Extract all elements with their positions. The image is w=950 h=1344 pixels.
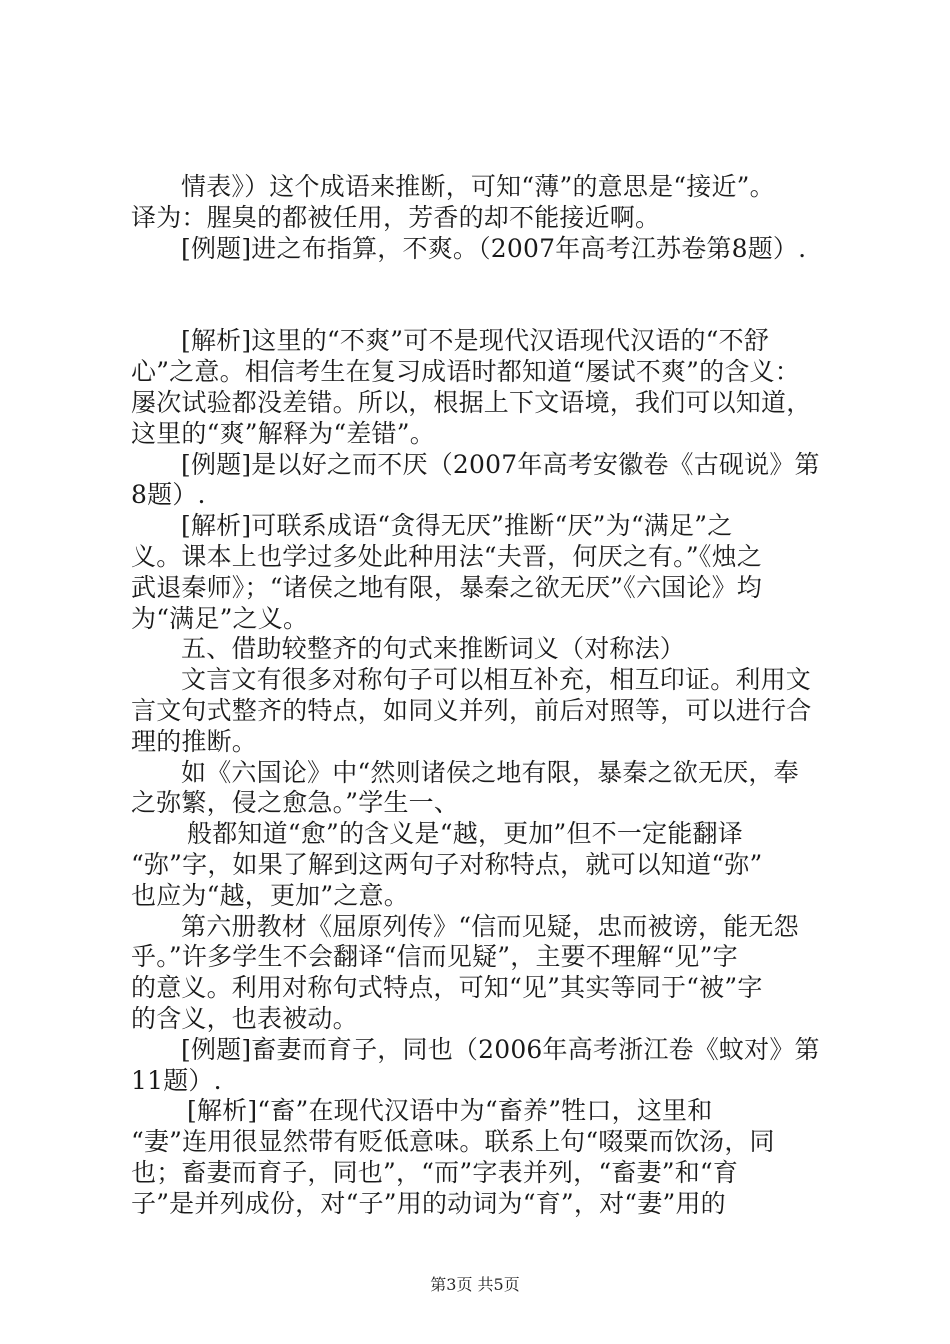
text-line: 译为：腥臭的都被任用，芳香的却不能接近啊。: [131, 202, 661, 232]
text-line: 也应为“越，更加”之意。: [131, 880, 409, 910]
text-line: [解析]可联系成语“贪得无厌”推断“厌”为“满足”之: [181, 511, 733, 541]
text-line: 8题）.: [131, 480, 206, 510]
text-line: 武退秦师》；“诸侯之地有限，暴秦之欲无厌”《六国论》均: [131, 572, 762, 602]
text-line: 文言文有很多对称句子可以相互补充，相互印证。利用文: [181, 665, 812, 695]
text-line: 的意义。利用对称句式特点，可知“见”其实等同于“被”字: [131, 973, 763, 1003]
text-line: [例题]畜妻而育子，同也（2006年高考浙江卷《蚊对》第: [181, 1034, 820, 1064]
text-line: [解析]“畜”在现代汉语中为“畜养”牲口，这里和: [187, 1096, 713, 1126]
text-line: 11题）.: [131, 1065, 222, 1095]
text-line: 这里的“爽”解释为“差错”。: [131, 418, 435, 448]
text-line: 也；畜妻而育子，同也”，“而”字表并列，“畜妻”和“育: [131, 1157, 739, 1187]
text-line: [例题]是以好之而不厌（2007年高考安徽卷《古砚说》第: [181, 449, 820, 479]
text-line: 义。课本上也学过多处此种用法“夫晋，何厌之有。”《烛之: [131, 541, 762, 571]
text-line: 第六册教材《屈原列传》“信而见疑，忠而被谤，能无怨: [181, 911, 799, 941]
text-line: 乎。”许多学生不会翻译“信而见疑”，主要不理解“见”字: [131, 942, 738, 972]
text-line: “妻”连用很显然带有贬低意味。联系上句“啜粟而饮汤，同: [131, 1127, 775, 1157]
paragraph-gap: [131, 264, 831, 326]
text-line: “弥”字，如果了解到这两句子对称特点，就可以知道“弥”: [131, 849, 763, 879]
text-line: 为“满足”之义。: [131, 603, 309, 633]
text-line: 般都知道“愈”的含义是“越，更加”但不一定能翻译: [187, 819, 743, 849]
text-line: 子”是并列成份，对“子”用的动词为“育”，对“妻”用的: [131, 1188, 726, 1218]
text-line: 心”之意。相信考生在复习成语时都知道“屡试不爽”的含义：: [131, 357, 800, 387]
section-heading: 五、借助较整齐的句式来推断词义（对称法）: [181, 634, 686, 664]
text-line: 如《六国论》中“然则诸侯之地有限，暴秦之欲无厌，奉: [181, 757, 799, 787]
text-line: 屡次试验都没差错。所以，根据上下文语境，我们可以知道，: [131, 387, 812, 417]
text-line: 言文句式整齐的特点，如同义并列，前后对照等，可以进行合: [131, 695, 812, 725]
text-line: 理的推断。: [131, 726, 258, 756]
page-number: 第3页 共5页: [430, 1275, 520, 1294]
text-line: 情表》）这个成语来推断，可知“薄”的意思是“接近”。: [181, 172, 775, 201]
text-line: [例题]进之布指算，不爽。（2007年高考江苏卷第8题）.: [181, 233, 807, 263]
text-line: 之弥繁，侵之愈急。”学生一、: [131, 788, 460, 818]
document-body: [131, 172, 831, 1220]
text-line: 的含义，也表被动。: [131, 1003, 358, 1033]
text-line: [解析]这里的“不爽”可不是现代汉语现代汉语的“不舒: [181, 326, 770, 356]
